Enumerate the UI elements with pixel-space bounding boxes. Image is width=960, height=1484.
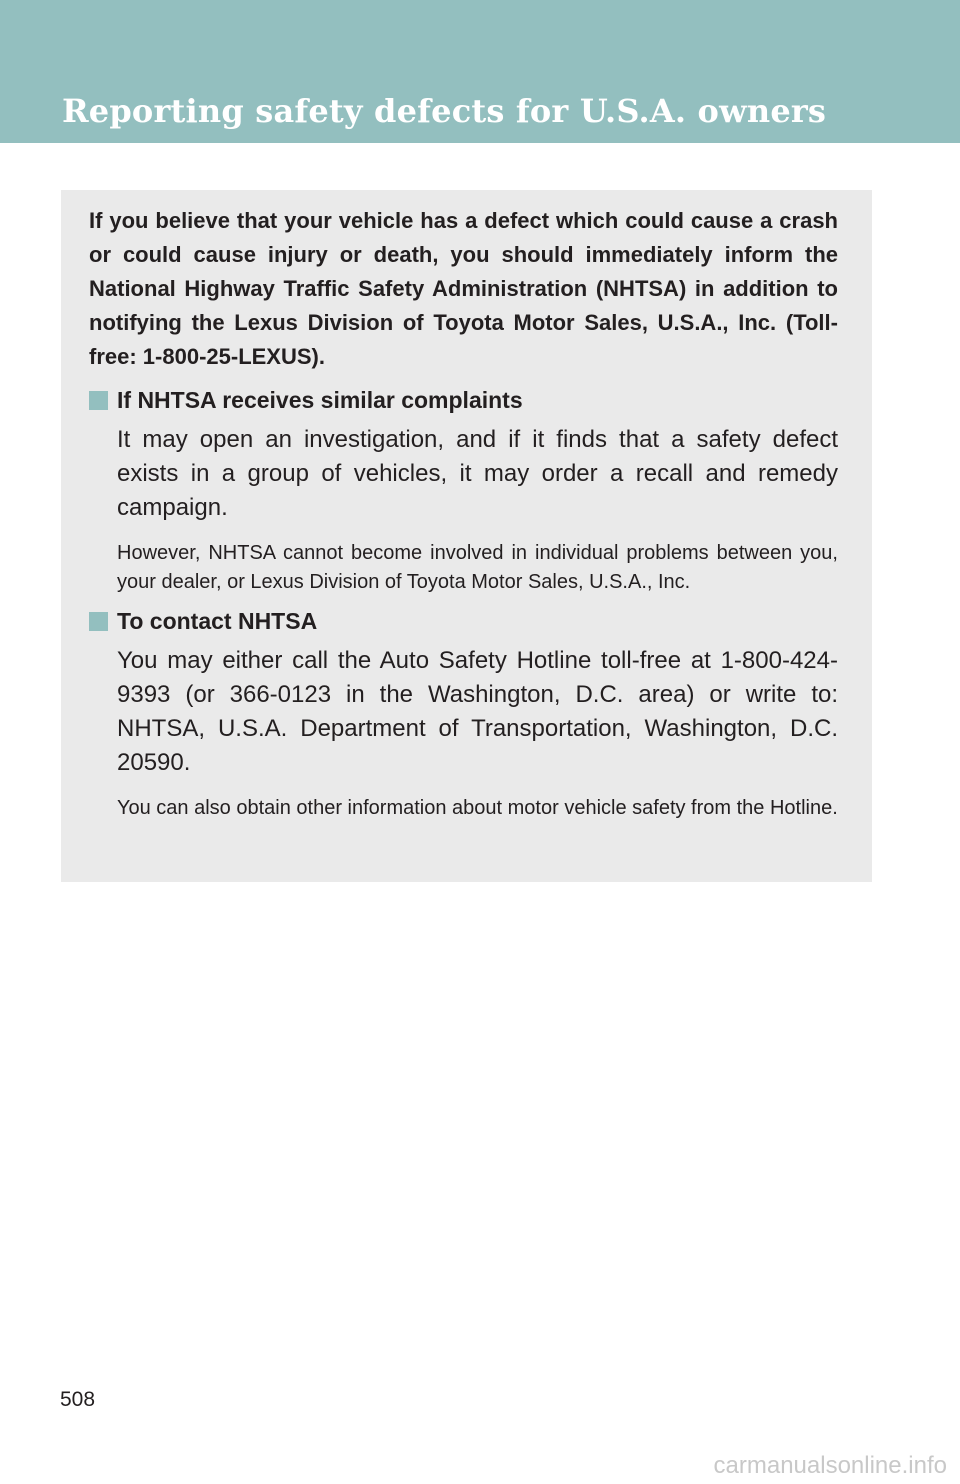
section-heading-text: If NHTSA receives similar complaints [117, 387, 523, 413]
section-note: However, NHTSA cannot become involved in individual problems between you, your dealer, or Lexus Division of Toyota Motor Sales, U.S.A., Inc. [117, 542, 838, 593]
section-heading [89, 385, 838, 415]
section-heading-text: To contact NHTSA [117, 608, 318, 634]
section-body: You may either call the Auto Safety Hotline toll-free at 1-800-424-9393 (or 366-0123 in the Washington, D.C. area) or write to: NHTSA, U.S.A. Department of Transportation, Washington, D.C. 20590. [117, 647, 838, 776]
section-contact-nhtsa [89, 606, 838, 823]
square-bullet-icon [89, 391, 108, 410]
square-bullet-icon [89, 612, 108, 631]
intro-paragraph: If you believe that your vehicle has a defect which could cause a crash or could cause injury or death, you should immediately inform the National Highway Traffic Safety Administration (NHTSA) in addition to notifying the Lexus Division of Toyota Motor Sales, U.S.A., Inc. (Toll-free: 1-800-25-LEXUS). [89, 208, 838, 369]
info-panel [61, 190, 872, 882]
section-nhtsa-complaints [89, 385, 838, 597]
section-body: It may open an investigation, and if it finds that a safety defect exists in a group of vehicles, it may order a recall and remedy campaign. [117, 426, 838, 521]
section-note: You can also obtain other information about motor vehicle safety from the Hotline. [117, 797, 838, 819]
page-header [0, 0, 960, 143]
section-heading [89, 606, 838, 636]
page-number: 508 [60, 1388, 96, 1411]
watermark-text: carmanualsonline.info [713, 1452, 947, 1479]
page-title: Reporting safety defects for U.S.A. owners [62, 92, 827, 130]
